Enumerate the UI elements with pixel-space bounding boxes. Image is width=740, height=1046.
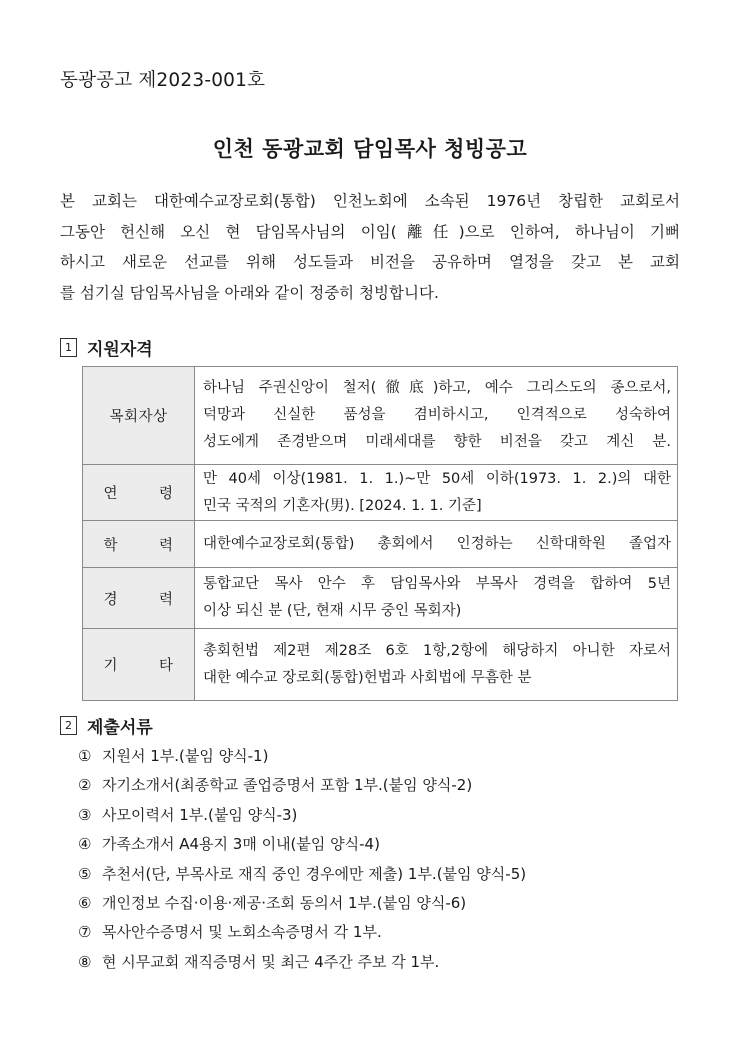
item-number: ② [78,776,92,795]
item-text: 지원서 1부.(붙임 양식-1) [102,747,269,765]
item-number: ⑤ [78,864,92,883]
item-number: ③ [78,805,92,824]
item-text: 가족소개서 A4용지 3매 이내(붙임 양식-4) [102,835,380,854]
table-row [83,568,678,629]
intro-paragraph [60,186,680,308]
row-label-text: 연 령 [103,486,174,502]
row-label-text: 기 타 [103,658,174,674]
required-documents-list [78,742,526,977]
table-row [83,367,678,465]
list-item [78,948,526,977]
document-number: 동광공고 제2023-001호 [60,70,266,91]
content-line: 대한예수교장로회(통합) 총회에서 인정하는 신학대학원 졸업자 [203,535,671,552]
row-label-text: 경 력 [103,591,174,608]
document-title: 인천 동광교회 담임목사 청빙공고 [212,137,528,161]
content-line: 성도에게 존경받으며 미래세대를 향한 비전을 갖고 계신 분. [203,434,671,450]
intro-line: 를 섬기실 담임목사님을 아래와 같이 정중히 청빙합니다. [60,283,439,302]
content-line: 하나님 주권신앙이 철저(徹底)하고, 예수 그리스도의 종으로서, [203,380,671,396]
section-number-box: 2 [60,716,77,735]
content-line: 민국 국적의 기혼자(男). [2024. 1. 1. 기준] [203,497,482,514]
section-title: 제출서류 [87,718,153,738]
list-item [78,860,526,889]
item-text: 개인정보 수집·이용·제공·조회 동의서 1부.(붙임 양식-6) [102,894,467,913]
item-text: 목사안수증명서 및 노회소속증명서 각 1부. [102,923,382,942]
row-label [83,367,195,465]
item-text: 현 시무교회 재직증명서 및 최근 4주간 주보 각 1부. [102,952,440,971]
table-row [83,521,678,568]
list-item [78,918,526,947]
row-label [83,465,195,521]
row-content [195,465,678,521]
item-number: ⑧ [78,952,92,971]
item-text: 자기소개서(최종학교 졸업증명서 포함 1부.(붙임 양식-2) [102,776,473,795]
section-title: 지원자격 [87,340,153,360]
content-line: 이상 되신 분 (단, 현재 시무 중인 목회자) [203,603,462,619]
content-line: 총회헌법 제2편 제28조 6호 1항,2항에 해당하지 아니한 자로서 [203,642,671,659]
row-content [195,367,678,465]
row-label-text: 목회자상 [109,409,168,425]
content-line: 덕망과 신실한 품성을 겸비하시고, 인격적으로 성숙하여 [203,407,671,423]
row-label [83,568,195,629]
row-content [195,568,678,629]
list-item [78,742,526,771]
item-text: 추천서(단, 부목사로 재직 중인 경우에만 제출) 1부.(붙임 양식-5) [102,864,527,883]
item-number: ⑥ [78,894,92,913]
list-item [78,889,526,918]
list-item [78,830,526,859]
intro-line: 하시고 새로운 선교를 위해 성도들과 비전을 공유하며 열정을 갖고 본 교회 [60,253,680,271]
row-label [83,629,195,701]
intro-line: 본 교회는 대한예수교장로회(통합) 인천노회에 소속된 1976년 창립한 교회로서 [60,192,680,210]
row-label-text: 학 력 [103,537,174,554]
content-line: 만 40세 이상(1981. 1. 1.)~만 50세 이하(1973. 1. 2.)의 대한 [203,470,671,487]
row-label [83,521,195,568]
qualifications-table [82,366,678,701]
section-heading-documents [60,713,153,738]
item-number: ④ [78,835,92,854]
row-content [195,629,678,701]
row-content [195,521,678,568]
list-item [78,801,526,830]
item-number: ① [78,747,92,765]
content-line: 통합교단 목사 안수 후 담임목사와 부목사 경력을 합하여 5년 [203,576,671,592]
list-item [78,771,526,800]
item-text: 사모이력서 1부.(붙임 양식-3) [102,805,298,824]
item-number: ⑦ [78,923,92,942]
content-line: 대한 예수교 장로회(통합)헌법과 사회법에 무흠한 분 [203,669,532,686]
section-heading-qualifications [60,335,153,360]
table-row [83,629,678,701]
section-number-box: 1 [60,338,77,357]
table-row [83,465,678,521]
intro-line: 그동안 헌신해 오신 현 담임목사님의 이임(離任)으로 인하여, 하나님이 기뻐 [60,222,680,241]
